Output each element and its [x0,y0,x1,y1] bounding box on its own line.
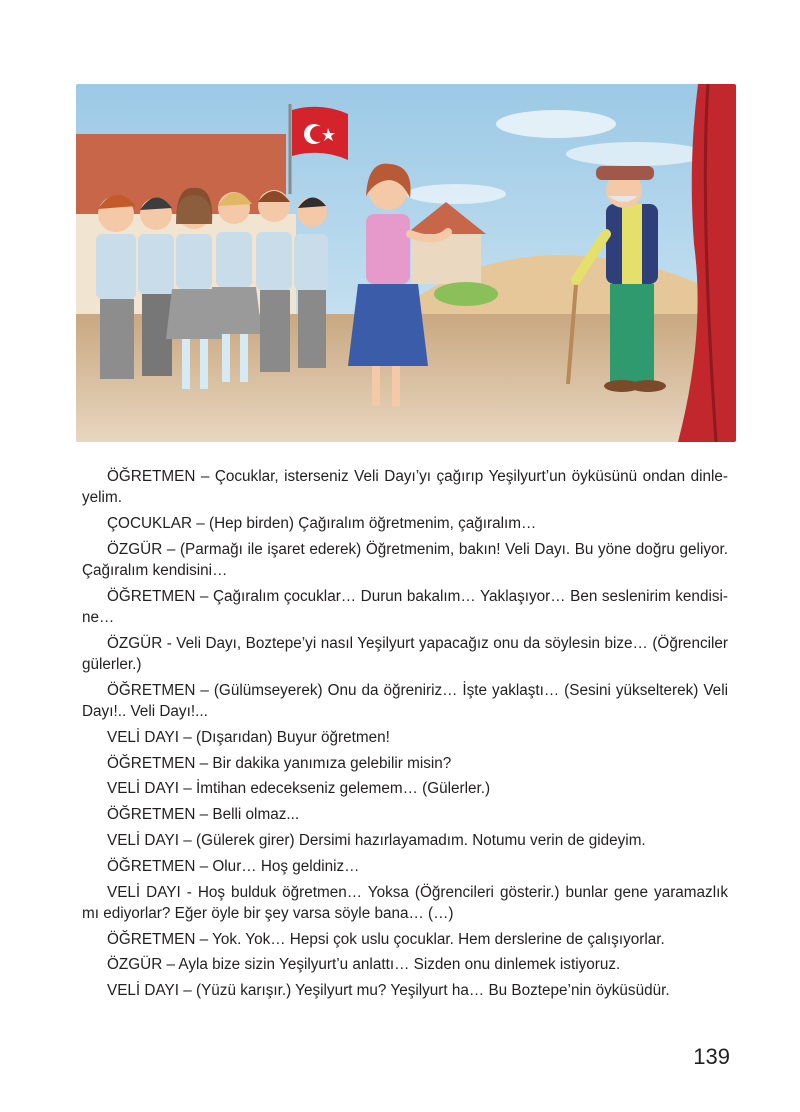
paragraph: VELİ DAYI – (Dışarıdan) Buyur öğretmen! [107,728,390,746]
paragraph: VELİ DAYI - Hoş bulduk öğretmen… Yoksa (Öğrencileri gösterir.) bunlar gene yaramazlık mı ediyorlar? Eğer öyle bir şey varsa söyle bana… (…) [82,883,728,922]
dialogue-text [82,466,728,1006]
paragraph: VELİ DAYI – İmtihan edecekseniz gelemem… (Gülerler.) [107,780,491,798]
paragraph: VELİ DAYI – (Yüzü karışır.) Yeşilyurt mu? Yeşilyurt ha… Bu Boztepe’nin öyküsüdür. [107,982,670,1000]
paragraph: ÖĞRETMEN – (Gülümseyerek) Onu da öğreniriz… İşte yaklaştı… (Sesini yükselterek) Veli Dayı!.. Veli Dayı!... [82,681,728,720]
paragraph: ÖĞRETMEN – Çocuklar, isterseniz Veli Dayı’yı çağırıp Yeşilyurt’un öyküsünü ondan dinle-yelim. [82,468,728,507]
paragraph: ÖĞRETMEN – Olur… Hoş geldiniz… [107,857,360,875]
paragraph: ÖĞRETMEN – Belli olmaz... [107,806,300,824]
paragraph: ÖZGÜR – Ayla bize sizin Yeşilyurt’u anlattı… Sizden onu dinlemek istiyoruz. [107,956,621,974]
paragraph: ÇOCUKLAR – (Hep birden) Çağıralım öğretmenim, çağıralım… [107,515,537,532]
paragraph: ÖZGÜR – (Parmağı ile işaret ederek) Öğretmenim, bakın! Veli Dayı. Bu yöne doğru geliyor. Çağıralım kendisini… [82,540,728,579]
paragraph: VELİ DAYI – (Gülerek girer) Dersimi hazırlayamadım. Notumu verin de gideyim. [107,831,646,849]
paragraph: ÖZGÜR - Veli Dayı, Boztepe’yi nasıl Yeşilyurt yapacağız onu da söylesin bize… (Öğrenciler gülerler.) [82,634,728,673]
paragraph: ÖĞRETMEN – Çağıralım çocuklar… Durun bakalım… Yaklaşıyor… Ben seslenirim kendisi-ne… [82,587,728,626]
story-illustration [76,84,736,442]
paragraph: ÖĞRETMEN – Bir dakika yanımıza gelebilir misin? [107,754,452,772]
page-number: 139 [693,1044,730,1069]
paragraph: ÖĞRETMEN – Yok. Yok… Hepsi çok uslu çocuklar. Hem derslerine de çalışıyorlar. [107,930,665,948]
